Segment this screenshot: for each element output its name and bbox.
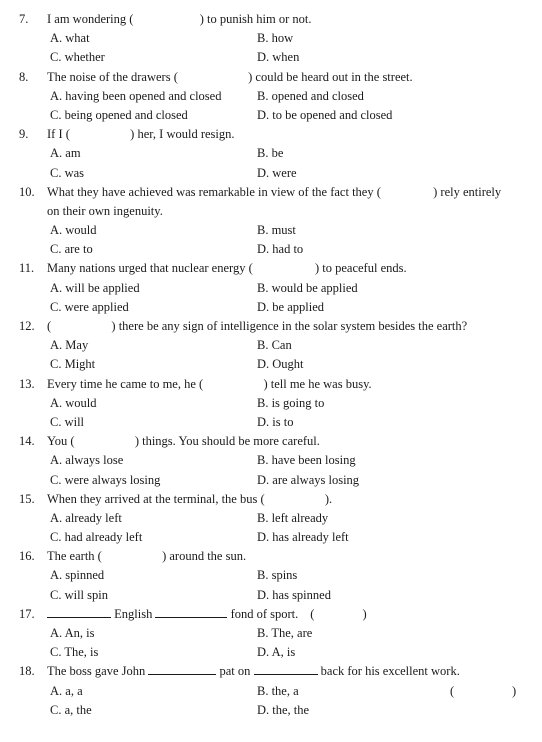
question-14 xyxy=(0,432,542,490)
option-c: C. whether xyxy=(50,50,105,65)
option-a: A. An, is xyxy=(50,626,95,640)
stem-part: ) around the sun. xyxy=(158,549,247,564)
option-a: A. a, a xyxy=(50,683,83,698)
option-c: C. were always losing xyxy=(50,472,161,487)
stem-part: ) her, I would resign. xyxy=(127,127,235,142)
question-stem xyxy=(47,317,530,336)
question-stem xyxy=(47,490,530,509)
question-number: 13. xyxy=(19,376,35,391)
stem-part: I am wondering ( xyxy=(47,12,137,26)
option-a: A. already left xyxy=(50,510,122,525)
option-b: B. be xyxy=(257,146,284,161)
stem-part: What they have achieved was remarkable in view of the fact they ( xyxy=(47,184,384,199)
question-number: 12. xyxy=(19,319,35,333)
stem-part: The noise of the drawers ( xyxy=(47,69,181,84)
option-c: C. a, the xyxy=(50,702,92,717)
question-number: 15. xyxy=(19,491,35,506)
question-10 xyxy=(0,183,542,260)
stem-part: English xyxy=(114,606,153,621)
option-c: C. had already left xyxy=(50,530,143,545)
option-a: A. would xyxy=(50,395,97,410)
option-b: B. is going to xyxy=(257,395,325,410)
stem-part: ) tell me he was busy. xyxy=(260,376,372,391)
question-15 xyxy=(0,490,542,548)
option-d: D. are always losing xyxy=(257,472,360,487)
option-d: D. has spinned xyxy=(257,587,331,602)
stem-part: ( xyxy=(47,319,55,333)
question-number: 10. xyxy=(19,184,35,199)
option-b: B. would be applied xyxy=(257,280,358,295)
stem-part: Every time he came to me, he ( xyxy=(47,376,207,391)
option-d: D. were xyxy=(257,165,297,180)
option-a: A. having been opened and closed xyxy=(50,88,222,103)
answer-blank xyxy=(254,662,318,675)
option-d: D. when xyxy=(257,50,300,65)
answer-blank xyxy=(47,605,111,618)
question-12 xyxy=(0,317,542,375)
option-d: D. A, is xyxy=(257,645,296,660)
question-number: 16. xyxy=(19,549,35,564)
stem-part: ) things. You should be more careful. xyxy=(131,434,320,449)
answer-paren-open: ( xyxy=(450,683,455,698)
stem-part: If I ( xyxy=(47,127,74,142)
option-d: D. to be opened and closed xyxy=(257,107,393,122)
option-c: C. Might xyxy=(50,357,96,372)
exercise-page xyxy=(0,10,542,720)
option-d: D. had to xyxy=(257,242,304,257)
option-d: D. has already left xyxy=(257,530,349,545)
question-number: 18. xyxy=(19,664,35,679)
option-d: D. Ought xyxy=(257,357,304,372)
option-b: B. opened and closed xyxy=(257,88,364,103)
question-number: 9. xyxy=(19,127,29,142)
stem-part: The boss gave John xyxy=(47,664,146,679)
question-number: 8. xyxy=(19,69,29,84)
option-a: A. spinned xyxy=(50,568,105,583)
stem-part: fond of sport. xyxy=(230,606,299,621)
question-number: 17. xyxy=(19,606,35,621)
question-stem xyxy=(47,68,530,87)
question-stem xyxy=(47,259,530,278)
question-stem xyxy=(47,662,530,681)
question-9 xyxy=(0,125,542,183)
stem-part: The earth ( xyxy=(47,549,105,564)
answer-paren-close: ) xyxy=(362,606,367,621)
option-a: A. would xyxy=(50,223,97,238)
option-a: A. will be applied xyxy=(50,280,140,295)
option-c: C. were applied xyxy=(50,299,129,314)
answer-paren-close: ) xyxy=(512,683,517,698)
option-d: D. the, the xyxy=(257,702,310,717)
option-b: B. the, a xyxy=(257,683,299,698)
question-stem xyxy=(47,125,530,144)
question-13 xyxy=(0,375,542,433)
option-c: C. The, is xyxy=(50,645,99,660)
option-a: A. always lose xyxy=(50,453,124,468)
stem-part: back for his excellent work. xyxy=(320,664,460,679)
option-b: B. spins xyxy=(257,568,298,583)
stem-part: ) could be heard out in the street. xyxy=(244,69,413,84)
stem-part: ) rely entirely xyxy=(430,184,502,199)
option-b: B. how xyxy=(257,31,294,46)
question-stem xyxy=(47,375,530,394)
question-stem xyxy=(47,10,530,29)
question-17 xyxy=(0,605,542,663)
question-11 xyxy=(0,259,542,317)
question-stem xyxy=(47,183,530,202)
question-stem xyxy=(47,605,530,624)
question-7 xyxy=(0,10,542,68)
answer-paren-open: ( xyxy=(310,606,315,621)
option-d: D. be applied xyxy=(257,299,324,314)
option-c: C. was xyxy=(50,165,85,180)
question-number: 11. xyxy=(19,261,35,276)
option-c: C. will spin xyxy=(50,587,108,602)
option-b: B. The, are xyxy=(257,626,313,640)
question-8 xyxy=(0,68,542,126)
stem-part: ) to peaceful ends. xyxy=(311,261,407,276)
question-18 xyxy=(0,662,542,720)
option-c: C. are to xyxy=(50,242,93,257)
option-c: C. will xyxy=(50,414,85,429)
stem-part: pat on xyxy=(219,664,251,679)
option-b: B. must xyxy=(257,223,296,238)
option-d: D. is to xyxy=(257,414,294,429)
question-stem xyxy=(47,547,530,566)
stem-part: Many nations urged that nuclear energy ( xyxy=(47,261,256,276)
option-b: B. left already xyxy=(257,510,329,525)
question-number: 7. xyxy=(19,12,29,26)
question-16 xyxy=(0,547,542,605)
option-a: A. what xyxy=(50,31,90,46)
option-c: C. being opened and closed xyxy=(50,107,188,122)
stem-part: ) there be any sign of intelligence in the solar system besides the earth? xyxy=(108,319,468,333)
question-number: 14. xyxy=(19,434,35,449)
question-stem xyxy=(47,432,530,451)
option-b: B. Can xyxy=(257,338,292,353)
answer-blank xyxy=(155,605,227,618)
option-a: A. May xyxy=(50,338,89,353)
stem-continuation: on their own ingenuity. xyxy=(47,203,163,218)
stem-part: You ( xyxy=(47,434,78,449)
stem-part: When they arrived at the terminal, the bus ( xyxy=(47,491,268,506)
option-a: A. am xyxy=(50,146,81,161)
option-b: B. have been losing xyxy=(257,453,356,468)
stem-part: ). xyxy=(321,491,333,506)
stem-part: ) to punish him or not. xyxy=(196,12,312,26)
answer-blank xyxy=(148,662,216,675)
